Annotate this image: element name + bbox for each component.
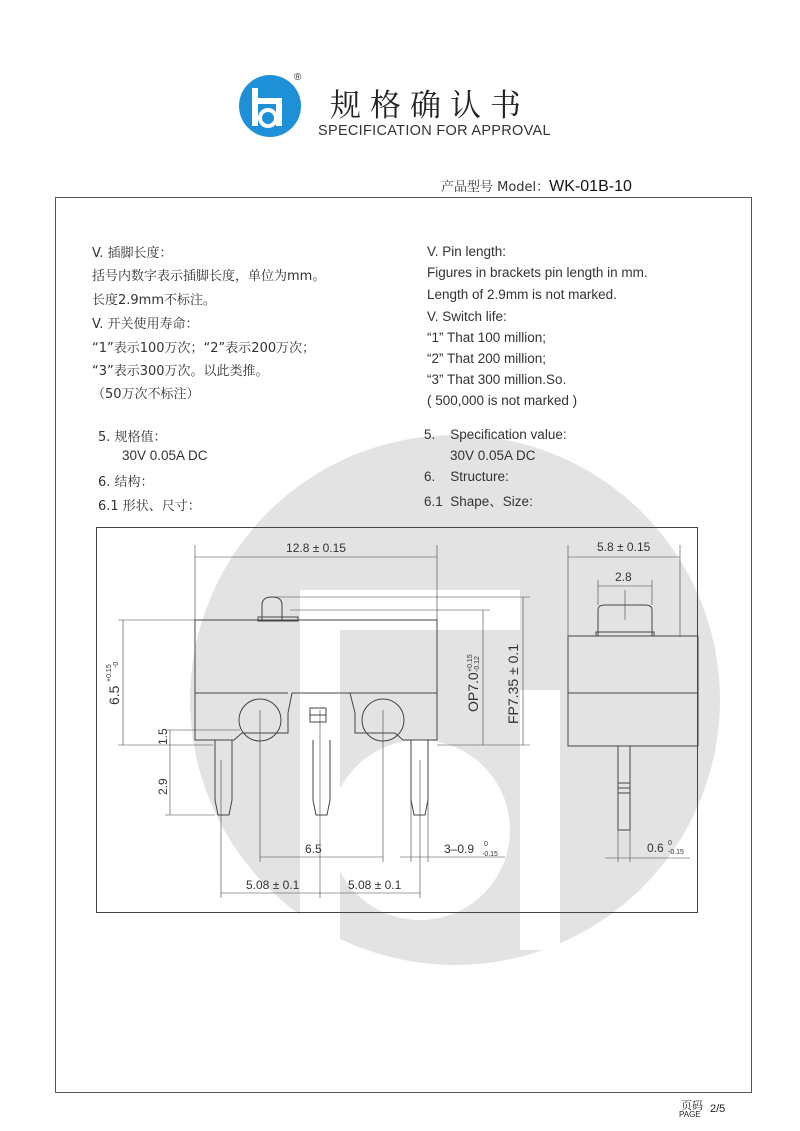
registered-mark: ® <box>294 72 302 83</box>
pin-pitch-left: 5.08 ± 0.1 <box>246 878 300 892</box>
shape-size-heading-cn: 6.1 形状、尺寸： <box>98 499 201 514</box>
switch-life-heading-en: V. Switch life: <box>427 309 507 324</box>
height-tolerance-lower: -0 <box>113 661 120 668</box>
height-tolerance-upper: +0.15 <box>106 664 113 682</box>
pin-width-tol-upper: 0 <box>484 841 488 848</box>
text-line: “1” That 100 million; <box>427 330 547 345</box>
document-title-en: SPECIFICATION FOR APPROVAL <box>318 123 551 139</box>
spec-value-en: 30V 0.05A DC <box>450 448 536 463</box>
structure-heading-cn: 6. 结构： <box>98 475 154 490</box>
switch-life-heading-cn: V. 开关使用寿命： <box>92 317 199 332</box>
page-label-cn: 页码 <box>681 1099 703 1112</box>
side-width-dimension: 5.8 ± 0.15 <box>597 540 651 554</box>
page-label-en: PAGE <box>679 1110 701 1119</box>
pin-pitch-right: 5.08 ± 0.1 <box>348 878 402 892</box>
model-value: WK-01B-10 <box>549 178 632 195</box>
side-pin-tol-lower: -0.15 <box>668 849 684 856</box>
op-tolerance-lower: -0.12 <box>474 656 481 672</box>
structure-heading-en: 6. Structure: <box>424 469 509 484</box>
pin-width-tol-lower: -0.15 <box>482 851 498 858</box>
text-line: “3”表示300万次。以此类推。 <box>92 364 269 379</box>
text-line: “3” That 300 million.So. <box>427 372 567 387</box>
pin-length-heading-en: V. Pin length: <box>427 244 507 259</box>
free-position-dimension: FP7.35 ± 0.1 <box>505 643 521 724</box>
spec-value-heading-cn: 5. 规格值： <box>98 430 167 445</box>
dim-2-9: 2.9 <box>156 778 170 795</box>
model-label: 产品型号 Model： <box>441 180 550 195</box>
page-number: 2/5 <box>710 1103 726 1115</box>
hole-pitch-dimension: 6.5 <box>305 842 322 856</box>
spec-value-cn: 30V 0.05A DC <box>122 448 208 463</box>
operating-position-dimension: OP7.0 <box>465 672 481 712</box>
text-line: 括号内数字表示插脚长度，单位为mm。 <box>92 269 326 284</box>
text-line: “2” That 200 million; <box>427 351 547 366</box>
height-dimension: 6.5 <box>106 685 122 705</box>
pin-width-dimension: 3–0.9 <box>444 842 475 856</box>
shape-size-heading-en: 6.1 Shape、Size: <box>424 494 533 509</box>
op-tolerance-upper: +0.15 <box>467 654 474 672</box>
text-line: 长度2.9mm不标注。 <box>92 293 217 308</box>
side-pin-dimension: 0.6 <box>647 841 664 855</box>
spec-value-heading-en: 5. Specification value: <box>424 427 567 442</box>
dim-1-5: 1.5 <box>156 728 170 745</box>
text-line: Length of 2.9mm is not marked. <box>427 287 617 302</box>
text-line: ( 500,000 is not marked ) <box>427 393 578 408</box>
width-dimension: 12.8 ± 0.15 <box>286 541 346 555</box>
document-title-cn: 规格确认书 <box>330 88 530 124</box>
text-line: （50万次不标注） <box>92 387 200 402</box>
text-line: “1”表示100万次；“2”表示200万次； <box>92 341 316 356</box>
pin-length-heading-cn: V. 插脚长度： <box>92 246 173 261</box>
side-pin-tol-upper: 0 <box>668 840 672 847</box>
text-line: Figures in brackets pin length in mm. <box>427 265 648 280</box>
side-actuator-dimension: 2.8 <box>615 570 632 584</box>
